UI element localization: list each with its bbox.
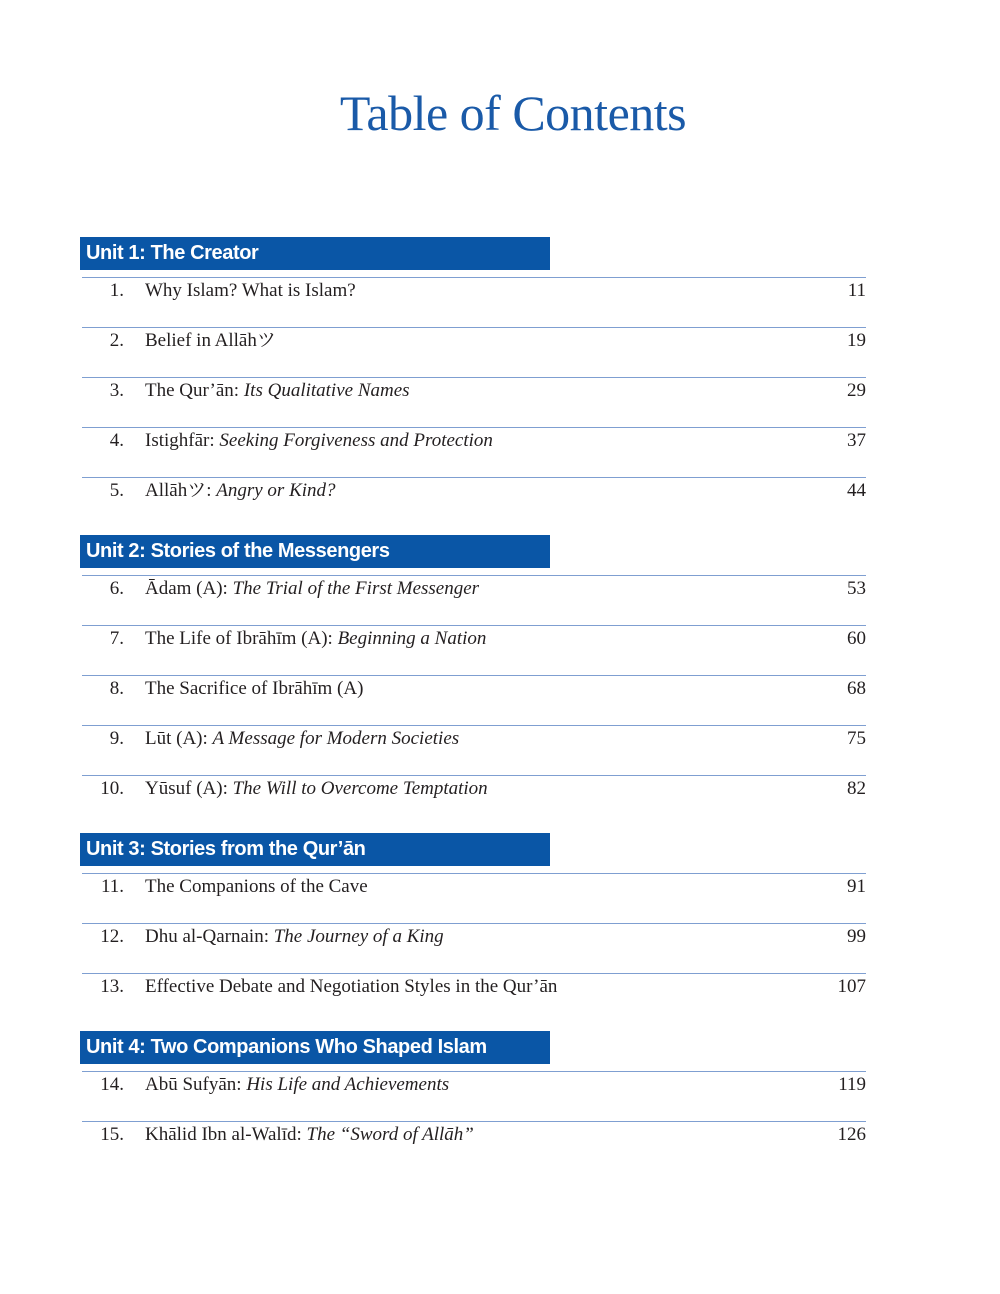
chapter-title-main: Dhu al-Qarnain: — [145, 926, 274, 947]
chapter-title — [145, 481, 336, 500]
chapter-title — [145, 1075, 449, 1094]
page-number: 53 — [847, 578, 866, 599]
unit-header: Unit 4: Two Companions Who Shaped Islam — [80, 1031, 550, 1064]
chapter-title — [145, 431, 493, 450]
entry-list — [82, 575, 866, 812]
toc-entry[interactable] — [82, 277, 866, 327]
page-number: 126 — [837, 1124, 866, 1145]
page-number: 82 — [847, 778, 866, 799]
entry-list — [82, 1071, 866, 1158]
page-number: 19 — [847, 330, 866, 351]
chapter-title-main: Khālid Ibn al-Walīd: — [145, 1124, 307, 1145]
page-number: 119 — [838, 1074, 866, 1095]
chapter-title-main: Istighfār: — [145, 430, 220, 451]
page-number: 60 — [847, 628, 866, 649]
chapter-number: 12. — [100, 926, 124, 947]
chapter-title — [145, 381, 410, 400]
chapter-subtitle: The Will to Overcome Temptation — [232, 778, 488, 799]
chapter-subtitle: A Message for Modern Societies — [212, 728, 460, 749]
toc-entry[interactable] — [82, 477, 866, 514]
chapter-number: 13. — [100, 976, 124, 997]
chapter-title — [145, 877, 368, 896]
unit-header: Unit 2: Stories of the Messengers — [80, 535, 550, 568]
chapter-title — [145, 281, 356, 300]
page-number: 91 — [847, 876, 866, 897]
chapter-subtitle: The Trial of the First Messenger — [232, 578, 480, 599]
chapter-title — [145, 679, 363, 698]
chapter-title-main: Allāhツ: — [145, 480, 217, 501]
chapter-number: 9. — [109, 728, 124, 749]
chapter-subtitle: Its Qualitative Names — [243, 380, 410, 401]
page-number: 11 — [847, 280, 866, 301]
chapter-title-main: The Qur’ān: — [145, 380, 244, 401]
chapter-title — [145, 1125, 474, 1144]
toc-entry[interactable] — [82, 575, 866, 625]
chapter-number: 8. — [109, 678, 124, 699]
page-title: Table of Contents — [339, 85, 687, 141]
toc-entry[interactable] — [82, 1071, 866, 1121]
chapter-subtitle: Seeking Forgiveness and Protection — [219, 430, 493, 451]
chapter-title-main: Lūt (A): — [145, 728, 213, 749]
toc-entry[interactable] — [82, 625, 866, 675]
toc-entry[interactable] — [82, 725, 866, 775]
toc-entry[interactable] — [82, 377, 866, 427]
chapter-title-main: The Sacrifice of Ibrāhīm (A) — [145, 678, 364, 699]
chapter-title-main: Ādam (A): — [145, 578, 233, 599]
unit-section — [80, 1031, 866, 1158]
chapter-number: 5. — [109, 480, 124, 501]
chapter-subtitle: Beginning a Nation — [337, 628, 487, 649]
page-number: 75 — [847, 728, 866, 749]
unit-section — [80, 237, 866, 514]
toc-entry[interactable] — [82, 923, 866, 973]
chapter-title-main: The Life of Ibrāhīm (A): — [145, 628, 338, 649]
chapter-title — [145, 331, 276, 350]
chapter-title-main: Belief in Allāhツ — [145, 330, 276, 351]
chapter-subtitle: The Journey of a King — [273, 926, 444, 947]
chapter-number: 3. — [109, 380, 124, 401]
chapter-number: 2. — [109, 330, 124, 351]
chapter-title — [145, 629, 486, 648]
table-of-contents — [80, 237, 866, 1179]
toc-entry[interactable] — [82, 775, 866, 812]
chapter-number: 15. — [100, 1124, 124, 1145]
page-number: 44 — [847, 480, 866, 501]
page-number: 68 — [847, 678, 866, 699]
unit-header: Unit 1: The Creator — [80, 237, 550, 270]
chapter-number: 1. — [109, 280, 124, 301]
chapter-number: 6. — [109, 578, 124, 599]
chapter-subtitle: His Life and Achievements — [246, 1074, 450, 1095]
chapter-title — [145, 977, 557, 996]
page-number: 29 — [847, 380, 866, 401]
chapter-title — [145, 579, 479, 598]
chapter-title-main: Effective Debate and Negotiation Styles in the Qur’ān — [145, 976, 558, 997]
chapter-title-main: Why Islam? What is Islam? — [145, 280, 356, 301]
chapter-title — [145, 779, 488, 798]
entry-list — [82, 277, 866, 514]
chapter-title — [145, 729, 459, 748]
toc-entry[interactable] — [82, 675, 866, 725]
unit-section — [80, 535, 866, 812]
chapter-title-main: The Companions of the Cave — [145, 876, 368, 897]
entry-list — [82, 873, 866, 1010]
chapter-number: 14. — [100, 1074, 124, 1095]
chapter-title-main: Yūsuf (A): — [145, 778, 233, 799]
toc-entry[interactable] — [82, 427, 866, 477]
toc-entry[interactable] — [82, 873, 866, 923]
chapter-title-main: Abū Sufyān: — [145, 1074, 247, 1095]
page-number: 107 — [837, 976, 866, 997]
chapter-subtitle: The “Sword of Allāh” — [306, 1124, 474, 1145]
chapter-number: 4. — [109, 430, 124, 451]
chapter-number: 10. — [100, 778, 124, 799]
toc-entry[interactable] — [82, 973, 866, 1010]
chapter-number: 7. — [109, 628, 124, 649]
unit-section — [80, 833, 866, 1010]
toc-entry[interactable] — [82, 327, 866, 377]
chapter-title — [145, 927, 444, 946]
toc-entry[interactable] — [82, 1121, 866, 1158]
unit-header: Unit 3: Stories from the Qur’ān — [80, 833, 550, 866]
chapter-number: 11. — [100, 876, 124, 897]
page-number: 99 — [847, 926, 866, 947]
chapter-subtitle: Angry or Kind? — [216, 480, 336, 501]
page-number: 37 — [847, 430, 866, 451]
